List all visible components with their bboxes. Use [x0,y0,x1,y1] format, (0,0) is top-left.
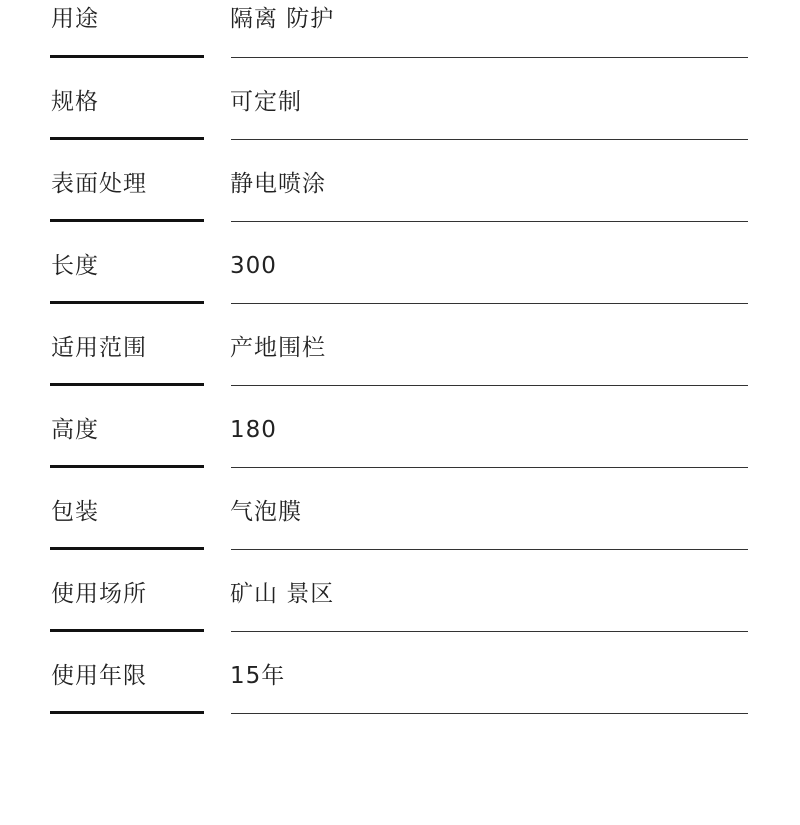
spec-label: 包装 [51,499,99,525]
value-divider [231,549,748,550]
value-divider [231,385,748,386]
spec-row-specification [0,82,800,164]
spec-row-scope [0,328,800,410]
spec-value: 气泡膜 [230,499,302,525]
spec-value: 180 [230,417,277,443]
spec-row-surface-treatment [0,164,800,246]
spec-value: 300 [230,253,277,279]
spec-value: 可定制 [230,89,302,115]
spec-row-service-life [0,656,800,738]
value-divider [231,631,748,632]
spec-label: 使用场所 [51,581,147,607]
spec-value: 静电喷涂 [230,171,326,197]
label-divider [50,547,204,550]
value-divider [231,139,748,140]
spec-label: 高度 [51,417,99,443]
spec-row-usage [0,0,800,82]
spec-value: 隔离 防护 [230,6,335,32]
value-divider [231,467,748,468]
label-divider [50,219,204,222]
spec-label: 规格 [51,89,99,115]
value-divider [231,57,748,58]
spec-value: 矿山 景区 [230,581,335,607]
spec-row-height [0,410,800,492]
label-divider [50,55,204,58]
label-divider [50,711,204,714]
spec-label: 用途 [51,6,99,32]
label-divider [50,137,204,140]
spec-row-length [0,246,800,328]
spec-value: 产地围栏 [230,335,326,361]
spec-label: 长度 [51,253,99,279]
spec-row-venue [0,574,800,656]
spec-label: 表面处理 [51,171,147,197]
value-divider [231,221,748,222]
spec-value: 15年 [230,663,286,689]
spec-row-packaging [0,492,800,574]
label-divider [50,465,204,468]
spec-label: 使用年限 [51,663,147,689]
label-divider [50,301,204,304]
label-divider [50,383,204,386]
value-divider [231,713,748,714]
value-divider [231,303,748,304]
spec-label: 适用范围 [51,335,147,361]
label-divider [50,629,204,632]
